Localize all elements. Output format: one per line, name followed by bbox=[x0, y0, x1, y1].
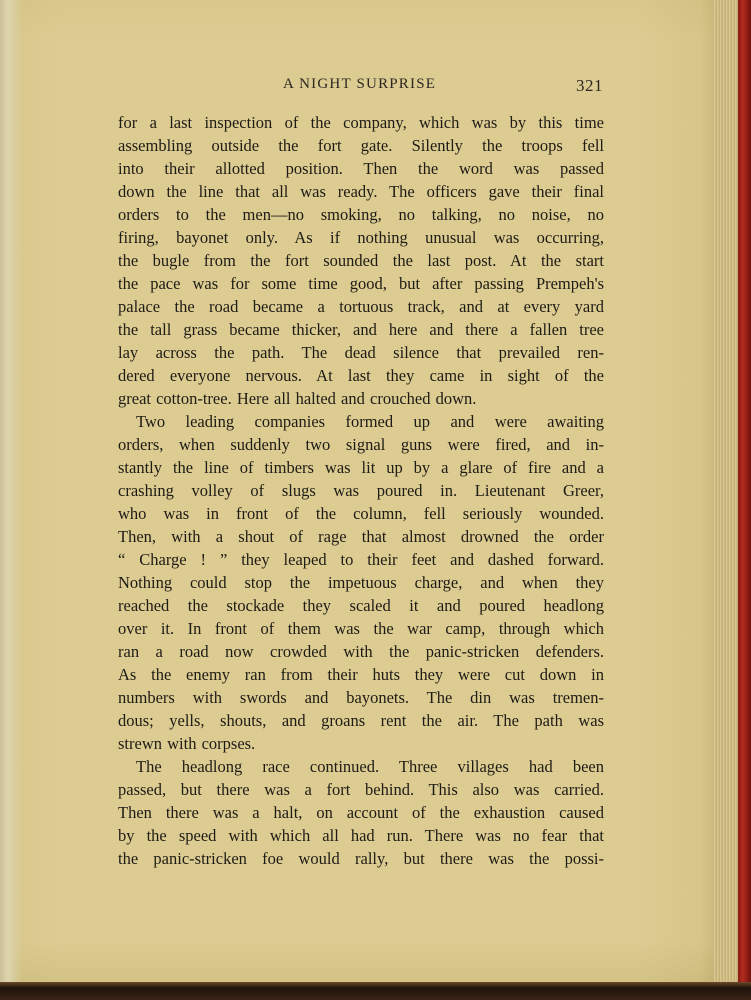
text-line: the pace was for some time good, but after passing Prempeh's bbox=[118, 274, 604, 293]
text-line: Nothing could stop the impetuous charge, and when they bbox=[118, 573, 604, 592]
text-line: lay across the path. The dead silence that prevailed ren- bbox=[118, 343, 604, 362]
text-line: orders to the men—no smoking, no talking, no noise, no bbox=[118, 205, 604, 224]
page-number: 321 bbox=[576, 76, 603, 95]
running-title: A NIGHT SURPRISE bbox=[283, 76, 437, 92]
text-line: for a last inspection of the company, which was by this time bbox=[118, 113, 604, 132]
text-line: orders, when suddenly two signal guns were fired, and in- bbox=[118, 435, 604, 454]
text-line: the tall grass became thicker, and here and there a fallen tree bbox=[118, 320, 604, 339]
text-line: palace the road became a tortuous track, and at every yard bbox=[118, 297, 604, 316]
text-line: As the enemy ran from their huts they were cut down in bbox=[118, 665, 604, 684]
text-line: Then, with a shout of rage that almost drowned the order bbox=[118, 527, 604, 546]
text-line: great cotton-tree. Here all halted and crouched down. bbox=[118, 389, 477, 408]
text-line: the panic-stricken foe would rally, but there was the possi- bbox=[118, 849, 604, 868]
body-text bbox=[118, 111, 604, 870]
text-line: into their allotted position. Then the word was passed bbox=[118, 159, 604, 178]
text-line: down the line that all was ready. The officers gave their final bbox=[118, 182, 604, 201]
text-line: Then there was a halt, on account of the exhaustion caused bbox=[118, 803, 604, 822]
running-head bbox=[117, 76, 603, 98]
text-line: dered everyone nervous. At last they came in sight of the bbox=[118, 366, 604, 385]
text-line: Two leading companies formed up and were awaiting bbox=[136, 412, 604, 431]
text-line: stantly the line of timbers was lit up by a glare of fire and a bbox=[118, 458, 604, 477]
text-line: strewn with corpses. bbox=[118, 734, 256, 753]
text-line: the bugle from the fort sounded the last post. At the start bbox=[118, 251, 604, 270]
text-line: by the speed with which all had run. There was no fear that bbox=[118, 826, 604, 845]
text-line: passed, but there was a fort behind. This also was carried. bbox=[118, 780, 604, 799]
text-line: reached the stockade they scaled it and poured headlong bbox=[118, 596, 604, 615]
gutter-shadow bbox=[0, 0, 22, 985]
text-line: who was in front of the column, fell seriously wounded. bbox=[118, 504, 604, 523]
text-line: over it. In front of them was the war camp, through which bbox=[118, 619, 604, 638]
text-line: ran a road now crowded with the panic-stricken defenders. bbox=[118, 642, 604, 661]
text-line: numbers with swords and bayonets. The din was tremen- bbox=[118, 688, 604, 707]
text-line: crashing volley of slugs was poured in. Lieutenant Greer, bbox=[118, 481, 604, 500]
book-cover-edge bbox=[738, 0, 751, 1000]
text-line: The headlong race continued. Three villages had been bbox=[136, 757, 604, 776]
book-bottom-edge bbox=[0, 982, 751, 1000]
text-line: assembling outside the fort gate. Silently the troops fell bbox=[118, 136, 604, 155]
text-line: “ Charge ! ” they leaped to their feet and dashed forward. bbox=[118, 550, 604, 569]
text-line: firing, bayonet only. As if nothing unusual was occurring, bbox=[118, 228, 604, 247]
text-line: dous; yells, shouts, and groans rent the air. The path was bbox=[118, 711, 604, 730]
